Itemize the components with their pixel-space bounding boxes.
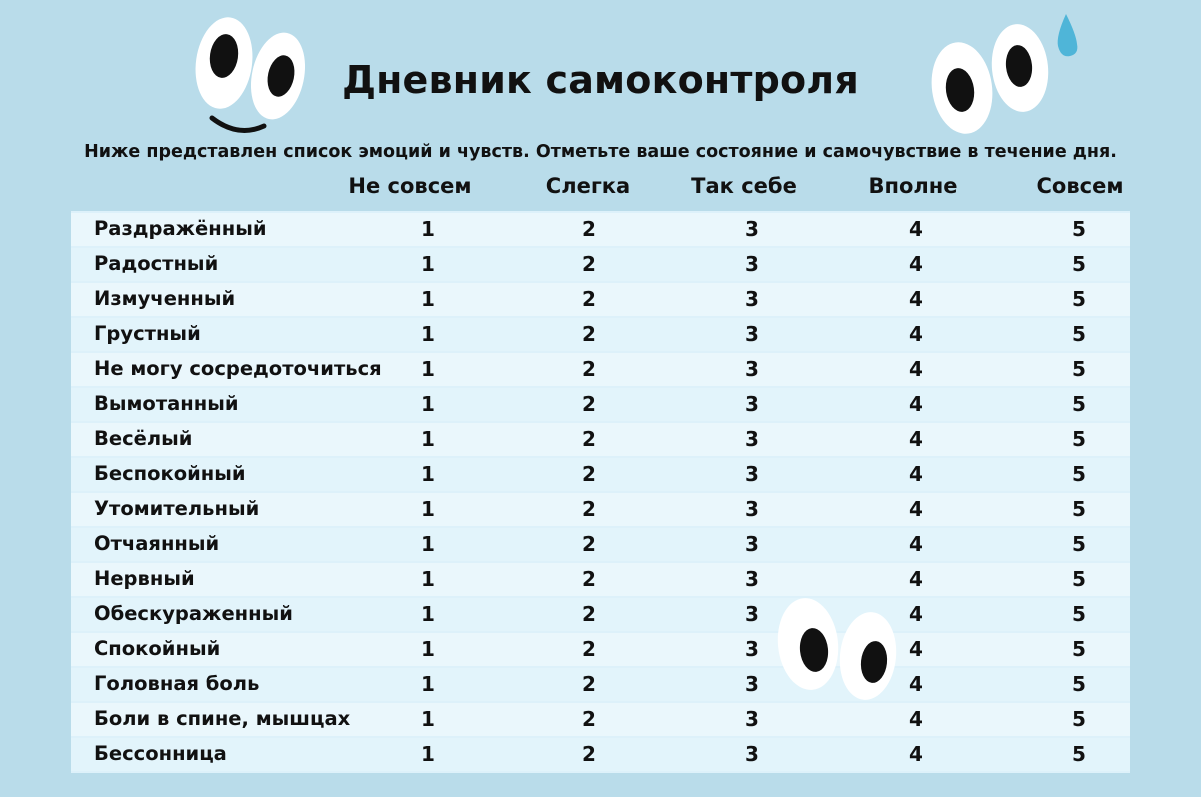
rating-option-1[interactable]: 1 <box>421 462 435 486</box>
emotion-label: Радостный <box>94 252 219 275</box>
rating-option-1[interactable]: 1 <box>421 497 435 521</box>
rating-option-2[interactable]: 2 <box>582 392 596 416</box>
rating-option-4[interactable]: 4 <box>909 427 923 451</box>
rating-option-1[interactable]: 1 <box>421 217 435 241</box>
table-row <box>71 493 1130 526</box>
emotion-label: Раздражённый <box>94 217 267 240</box>
rating-option-2[interactable]: 2 <box>582 497 596 521</box>
rating-option-2[interactable]: 2 <box>582 742 596 766</box>
emotion-label: Отчаянный <box>94 532 220 555</box>
rating-option-5[interactable]: 5 <box>1072 672 1086 696</box>
emotion-label: Не могу сосредоточиться <box>94 357 382 380</box>
emotion-label: Измученный <box>94 287 236 310</box>
rating-option-1[interactable]: 1 <box>421 287 435 311</box>
rating-option-5[interactable]: 5 <box>1072 217 1086 241</box>
rating-option-4[interactable]: 4 <box>909 462 923 486</box>
rating-option-4[interactable]: 4 <box>909 252 923 276</box>
table-row <box>71 213 1130 246</box>
column-header: Совсем <box>1036 174 1124 198</box>
emotion-label: Боли в спине, мышцах <box>94 707 351 730</box>
rating-option-3[interactable]: 3 <box>745 357 759 381</box>
rating-option-3[interactable]: 3 <box>745 742 759 766</box>
page-title: Дневник самоконтроля <box>342 58 859 102</box>
rating-option-5[interactable]: 5 <box>1072 742 1086 766</box>
rating-option-1[interactable]: 1 <box>421 532 435 556</box>
rating-option-4[interactable]: 4 <box>909 357 923 381</box>
rating-option-3[interactable]: 3 <box>745 217 759 241</box>
emotion-label: Бессонница <box>94 742 227 765</box>
rating-option-2[interactable]: 2 <box>582 602 596 626</box>
emotion-label: Грустный <box>94 322 201 345</box>
emotion-label: Спокойный <box>94 637 221 660</box>
rating-option-2[interactable]: 2 <box>582 322 596 346</box>
table-row <box>71 633 1130 666</box>
rating-option-4[interactable]: 4 <box>909 287 923 311</box>
rating-option-1[interactable]: 1 <box>421 672 435 696</box>
emotion-label: Обескураженный <box>94 602 293 625</box>
table-row <box>71 388 1130 421</box>
table-row <box>71 353 1130 386</box>
table-row <box>71 318 1130 351</box>
rating-option-5[interactable]: 5 <box>1072 602 1086 626</box>
table-row <box>71 528 1130 561</box>
rating-option-3[interactable]: 3 <box>745 567 759 591</box>
rating-option-3[interactable]: 3 <box>745 532 759 556</box>
rating-option-5[interactable]: 5 <box>1072 462 1086 486</box>
rating-option-3[interactable]: 3 <box>745 637 759 661</box>
rating-option-2[interactable]: 2 <box>582 287 596 311</box>
table-row <box>71 703 1130 736</box>
rating-option-5[interactable]: 5 <box>1072 287 1086 311</box>
rating-option-5[interactable]: 5 <box>1072 567 1086 591</box>
rating-option-5[interactable]: 5 <box>1072 637 1086 661</box>
rating-option-3[interactable]: 3 <box>745 672 759 696</box>
rating-option-4[interactable]: 4 <box>909 217 923 241</box>
rating-option-1[interactable]: 1 <box>421 357 435 381</box>
emotion-label: Утомительный <box>94 497 260 520</box>
rating-option-3[interactable]: 3 <box>745 707 759 731</box>
column-header: Так себе <box>691 174 797 198</box>
rating-option-1[interactable]: 1 <box>421 427 435 451</box>
rating-option-2[interactable]: 2 <box>582 252 596 276</box>
rating-option-2[interactable]: 2 <box>582 357 596 381</box>
rating-option-4[interactable]: 4 <box>909 392 923 416</box>
rating-option-4[interactable]: 4 <box>909 497 923 521</box>
table-row <box>71 423 1130 456</box>
rating-option-2[interactable]: 2 <box>582 532 596 556</box>
rating-option-3[interactable]: 3 <box>745 462 759 486</box>
rating-option-5[interactable]: 5 <box>1072 357 1086 381</box>
rating-option-3[interactable]: 3 <box>745 427 759 451</box>
table-row <box>71 283 1130 316</box>
rating-option-3[interactable]: 3 <box>745 287 759 311</box>
rating-option-1[interactable]: 1 <box>421 742 435 766</box>
rating-option-3[interactable]: 3 <box>745 602 759 626</box>
emotion-label: Нервный <box>94 567 195 590</box>
table-row <box>71 738 1130 771</box>
rating-option-4[interactable]: 4 <box>909 602 923 626</box>
emotion-label: Вымотанный <box>94 392 239 415</box>
table-row <box>71 668 1130 701</box>
rating-option-1[interactable]: 1 <box>421 392 435 416</box>
rating-option-4[interactable]: 4 <box>909 637 923 661</box>
rating-option-4[interactable]: 4 <box>909 672 923 696</box>
emotion-label: Головная боль <box>94 672 260 695</box>
table-row <box>71 248 1130 281</box>
table-row <box>71 598 1130 631</box>
column-header: Слегка <box>545 174 631 198</box>
rating-option-5[interactable]: 5 <box>1072 392 1086 416</box>
rating-option-3[interactable]: 3 <box>745 392 759 416</box>
column-header: Не совсем <box>348 174 472 198</box>
table-row <box>71 563 1130 596</box>
rating-option-5[interactable]: 5 <box>1072 322 1086 346</box>
rating-option-3[interactable]: 3 <box>745 322 759 346</box>
rating-option-4[interactable]: 4 <box>909 567 923 591</box>
rating-option-1[interactable]: 1 <box>421 602 435 626</box>
emotion-label: Беспокойный <box>94 462 246 485</box>
rating-option-4[interactable]: 4 <box>909 707 923 731</box>
self-control-table <box>71 211 1130 773</box>
rating-option-5[interactable]: 5 <box>1072 427 1086 451</box>
rating-option-2[interactable]: 2 <box>582 707 596 731</box>
rating-option-2[interactable]: 2 <box>582 462 596 486</box>
table-row <box>71 458 1130 491</box>
rating-option-5[interactable]: 5 <box>1072 252 1086 276</box>
emotion-label: Весёлый <box>94 427 193 450</box>
column-header: Вполне <box>868 174 958 198</box>
rating-option-5[interactable]: 5 <box>1072 497 1086 521</box>
rating-option-3[interactable]: 3 <box>745 252 759 276</box>
rating-option-5[interactable]: 5 <box>1072 707 1086 731</box>
rating-option-1[interactable]: 1 <box>421 252 435 276</box>
rating-option-2[interactable]: 2 <box>582 672 596 696</box>
rating-option-4[interactable]: 4 <box>909 532 923 556</box>
rating-option-1[interactable]: 1 <box>421 707 435 731</box>
rating-option-2[interactable]: 2 <box>582 427 596 451</box>
instructions-text: Ниже представлен список эмоций и чувств. Отметьте ваше состояние и самочувствие в течение дня. <box>84 142 1117 162</box>
rating-option-2[interactable]: 2 <box>582 217 596 241</box>
rating-option-1[interactable]: 1 <box>421 637 435 661</box>
scale-header <box>0 174 1201 204</box>
rating-option-4[interactable]: 4 <box>909 322 923 346</box>
peeking-eyes-icon <box>772 592 902 712</box>
rating-option-1[interactable]: 1 <box>421 322 435 346</box>
rating-option-4[interactable]: 4 <box>909 742 923 766</box>
rating-option-3[interactable]: 3 <box>745 497 759 521</box>
rating-option-2[interactable]: 2 <box>582 567 596 591</box>
rating-option-5[interactable]: 5 <box>1072 532 1086 556</box>
rating-option-2[interactable]: 2 <box>582 637 596 661</box>
rating-option-1[interactable]: 1 <box>421 567 435 591</box>
